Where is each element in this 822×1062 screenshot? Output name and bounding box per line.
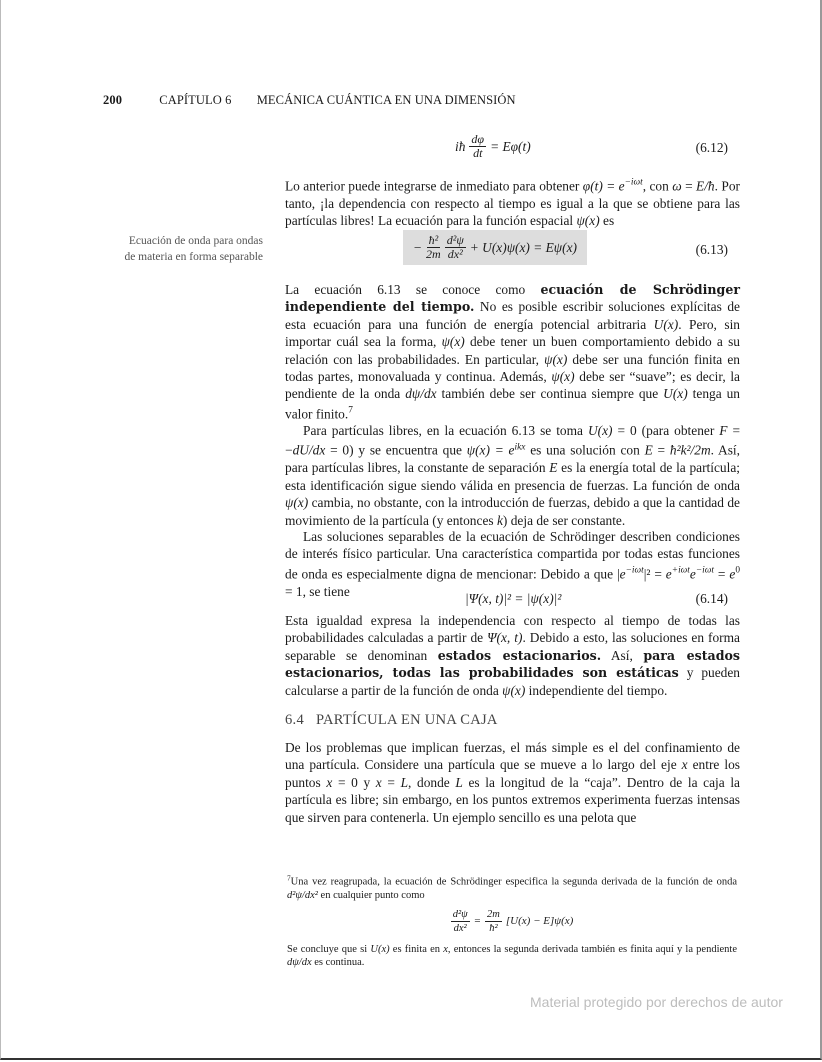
- math-text: ψ(x): [441, 334, 465, 350]
- math-text: F: [719, 423, 728, 438]
- eq-rhs: + U(x)ψ(x) = Eψ(x): [469, 239, 577, 255]
- text-run: es continua.: [311, 956, 365, 968]
- math-text: U(x): [370, 943, 390, 955]
- numerator: d²ψ: [452, 908, 468, 920]
- running-header: [103, 93, 516, 108]
- equation-number: (6.12): [695, 140, 728, 155]
- fraction: [445, 234, 466, 261]
- bold-term: ecuación de Schrödinger independiente del tiempo.: [285, 282, 741, 315]
- text-run: . Debido a esto, las soluciones en forma separable se denominan: [285, 630, 740, 663]
- math-text: Ψ(x, t): [487, 630, 523, 646]
- text-run: . Así, para partículas libres, la constante de separación: [285, 442, 741, 476]
- text-run: es una solución con: [525, 442, 645, 458]
- footnote-text-2: [287, 943, 737, 969]
- text-run: = 0 y: [332, 774, 376, 790]
- math-text: ħ²k²/2m: [669, 442, 711, 458]
- numerator: 2m: [487, 908, 500, 920]
- margin-note: [100, 233, 263, 265]
- text-run: debe ser una función finita en todas partes, monovaluada y continua. Además,: [285, 351, 740, 385]
- eq-rhs: [U(x) − E]ψ(x): [505, 914, 574, 927]
- fraction: [485, 908, 502, 935]
- paragraph-text: [285, 739, 740, 826]
- math-text: E: [549, 460, 558, 476]
- eq-lhs: iħ: [455, 138, 466, 154]
- text-run: , donde: [408, 774, 456, 790]
- math-text: E: [644, 442, 653, 458]
- math-text: U(x): [663, 386, 688, 402]
- footnote-equation: [287, 908, 737, 935]
- math-text: −iωt: [624, 178, 643, 188]
- text-run: Esta igualdad expresa la independencia con respecto al tiempo de todas las probabilidades calculadas a partir de: [285, 613, 740, 646]
- math-text: ψ(x): [544, 351, 568, 367]
- math-text: ψ(x): [551, 369, 575, 385]
- text-run: debe ser “suave”; es decir, la pendiente de la onda: [285, 369, 741, 402]
- text-run: tenga un valor finito.: [285, 386, 741, 422]
- paragraph-6: [285, 739, 740, 826]
- text-run: ) deja de ser constante.: [502, 512, 626, 528]
- math-text: e: [689, 566, 696, 582]
- math-text: dU/dx: [292, 442, 326, 458]
- text-run: De los problemas que implican fuerzas, el más simple es el del confinamiento de una partícula. Considere una partícula que se mueve a lo largo del eje: [285, 740, 740, 773]
- denominator: 2m: [426, 247, 441, 261]
- math-text: e: [665, 566, 672, 582]
- math-text: k: [496, 512, 503, 528]
- footnote-text-1: [287, 871, 737, 902]
- paragraph-1: [285, 175, 740, 230]
- bold-term: para estados estacionarios, todas las probabilidades son estáticas: [285, 647, 740, 681]
- text-run: también debe ser continua siempre que: [436, 386, 664, 402]
- equation-6-12: [285, 133, 740, 163]
- paragraph-text: [285, 175, 740, 230]
- numerator: ħ²: [428, 233, 439, 247]
- denominator: dt: [473, 146, 483, 160]
- page-number: 200: [103, 93, 123, 107]
- text-run: es finita en: [389, 943, 444, 955]
- math-text: +iωt: [671, 565, 690, 576]
- math-text: L: [400, 774, 409, 790]
- math-text: dψ/dx: [405, 386, 437, 402]
- text-run: y pueden calcularse a partir de la función de onda: [285, 665, 741, 698]
- text-run: Las soluciones separables de la ecuación de Schrödinger describen condiciones de interés físico particular. Una característica compartida por todas estas funciones de onda es especialmente digna de mencionar: Debido a que |: [285, 529, 740, 582]
- fraction: [469, 133, 486, 160]
- text-run: . Por tanto, ¡la dependencia con respecto al tiempo es igual a la que se obtiene para las partículas libres! La ecuación para la función espacial: [285, 178, 740, 229]
- section-title: PARTÍCULA EN UNA CAJA: [315, 712, 498, 728]
- text-run: La ecuación 6.13 se conoce como: [285, 282, 541, 297]
- math-text: x: [375, 774, 382, 790]
- math-text: ψ(x): [502, 682, 526, 698]
- text-run: 0: [735, 565, 741, 576]
- math-text: U(x): [587, 423, 613, 438]
- math-text: ω: [672, 178, 682, 194]
- text-run: Se concluye que si: [287, 943, 371, 955]
- math-text: −iωt: [625, 565, 644, 576]
- math-text: ikx: [514, 442, 526, 453]
- bold-term: estados estacionarios.: [437, 647, 602, 663]
- eq-rhs: = Eφ(t): [490, 138, 531, 154]
- text-run: entre los puntos: [285, 757, 740, 790]
- math-text: U(x): [653, 316, 679, 332]
- text-run: 7: [348, 405, 353, 416]
- math-text: −iωt: [695, 565, 715, 576]
- equation-number: (6.14): [695, 591, 728, 606]
- paragraph-2: [285, 281, 740, 423]
- text-run: =: [381, 774, 401, 790]
- text-run: Para partículas libres, en la ecuación 6.13 se toma: [303, 423, 588, 438]
- text-run: |² =: [643, 566, 666, 582]
- math-text: ψ(x): [285, 495, 309, 511]
- math-text: φ(t) = e: [582, 178, 625, 194]
- paragraph-4: [285, 528, 740, 600]
- chapter-title: MECÁNICA CUÁNTICA EN UNA DIMENSIÓN: [256, 93, 516, 107]
- text-run: independiente del tiempo.: [525, 682, 668, 698]
- math-text: ψ(x) = e: [466, 442, 515, 458]
- minus-sign: −: [413, 239, 423, 255]
- text-run: = 0 (para obtener: [612, 423, 720, 438]
- text-run: Así,: [601, 647, 644, 663]
- section-heading: [285, 712, 498, 729]
- paragraph-text: [285, 281, 740, 423]
- math-text: e: [619, 566, 626, 582]
- numerator: dφ: [471, 132, 485, 146]
- text-run: = 1, se tiene: [285, 583, 350, 599]
- math-text: ψ(x): [576, 213, 600, 229]
- fraction: [451, 908, 470, 935]
- copyright-watermark: Material protegido por derechos de autor: [530, 994, 783, 1010]
- paragraph-text: [285, 422, 740, 529]
- text-run: No es posible escribir soluciones explícitas de esta ecuación para una función de energía potencial arbitraria: [285, 299, 740, 332]
- text-run: es la longitud de la “caja”. Dentro de la caja la partícula es libre; sin embargo, en los puntos extremos experimenta fuerzas intensas que sirven para contenerla. Un ejemplo sencillo es una pelota que: [285, 774, 741, 825]
- text-run: es la energía total de la partícula; esta identificación sigue siendo válida en presencia de fuerzas. La función de onda: [285, 460, 741, 493]
- text-run: Lo anterior puede integrarse de inmediato para obtener: [285, 178, 583, 194]
- text-run: = −: [285, 423, 740, 458]
- paragraph-text: [285, 528, 740, 600]
- text-run: =: [652, 442, 670, 458]
- math-text: x: [681, 757, 688, 773]
- margin-note-line: de materia en forma separable: [124, 251, 263, 263]
- math-text: d²ψ/dx²: [287, 889, 318, 901]
- denominator: dx²: [453, 922, 467, 934]
- math-text: x: [326, 774, 333, 790]
- text-run: = 0) y se encuentra que: [325, 442, 467, 458]
- text-run: =: [714, 566, 730, 582]
- math-text: dψ/dx: [287, 956, 312, 968]
- denominator: dx²: [447, 247, 463, 261]
- fraction: [426, 234, 441, 261]
- text-run: debe tener un buen comportamiento debido a su relación con las probabilidades. En particular,: [285, 334, 741, 367]
- equation-6-14: [285, 591, 740, 611]
- text-run: cambia, no obstante, con la introducción de fuerzas, debido a que la cantidad de movimiento de la partícula (y entonces: [285, 495, 740, 528]
- text-run: . Pero, sin importar cuál sea la forma,: [285, 316, 740, 350]
- text-run: , entonces la segunda derivada también es finita aquí y la pendiente: [447, 943, 737, 955]
- eq-body: |Ψ(x, t)|² = |ψ(x)|²: [465, 591, 562, 606]
- math-text: L: [455, 774, 463, 790]
- math-text: e: [729, 566, 736, 582]
- text-run: =: [681, 178, 697, 194]
- denominator: ħ²: [489, 922, 498, 934]
- paragraph-3: [285, 422, 740, 529]
- text-run: , con: [642, 178, 673, 194]
- margin-note-line: Ecuación de onda para ondas: [128, 235, 263, 247]
- equals-sign: =: [473, 914, 482, 927]
- text-run: en cualquier punto como: [317, 889, 425, 901]
- paragraph-text: [285, 612, 740, 699]
- section-number: 6.4: [285, 712, 305, 728]
- chapter-label: CAPÍTULO 6: [159, 93, 232, 107]
- paragraph-5: [285, 612, 740, 699]
- math-text: E/ħ: [696, 178, 715, 194]
- text-run: es: [599, 213, 615, 229]
- equation-6-13: [285, 230, 740, 270]
- text-run: Una vez reagrupada, la ecuación de Schrödinger especifica la segunda derivada de la función de onda: [290, 876, 737, 888]
- text-run: 7: [287, 873, 291, 882]
- equation-number: (6.13): [695, 242, 728, 257]
- numerator: d²ψ: [446, 233, 464, 247]
- math-text: x: [443, 943, 448, 955]
- footnote: [287, 871, 737, 969]
